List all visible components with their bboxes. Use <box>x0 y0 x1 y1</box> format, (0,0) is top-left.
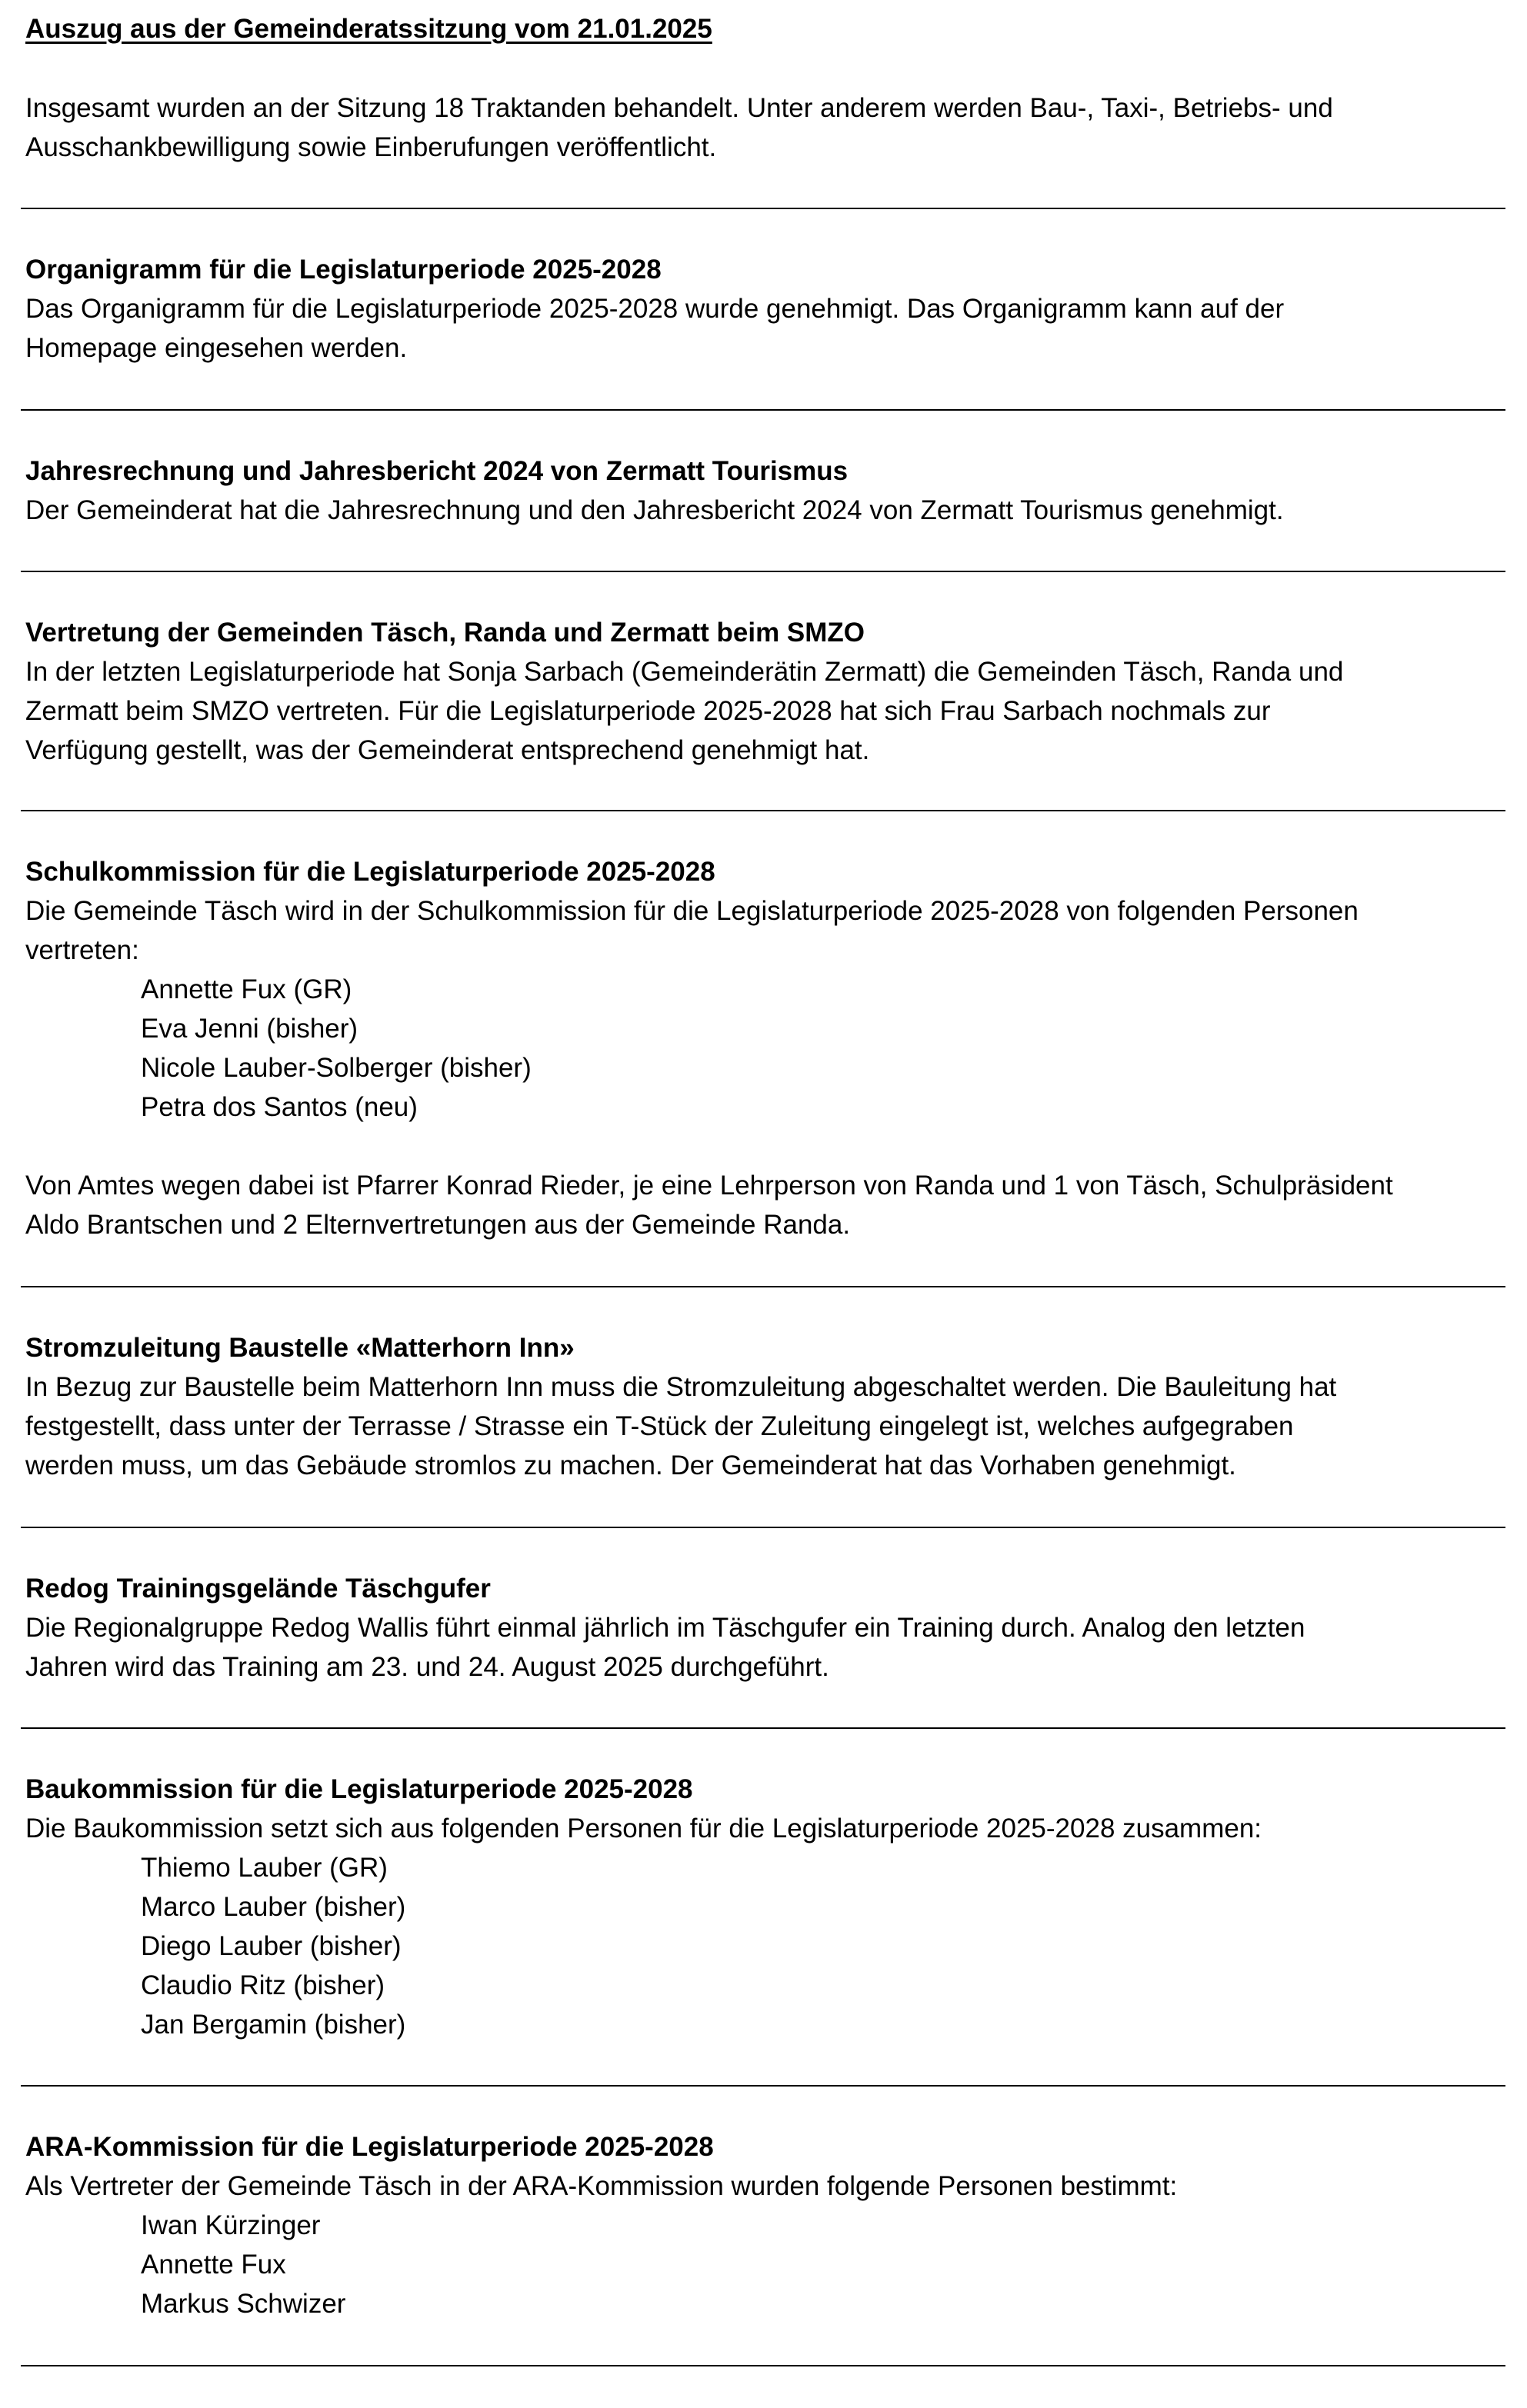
section-title-baukommission: Baukommission für die Legislaturperiode 2025-2028 <box>25 1774 693 1804</box>
section-title-organigramm: Organigramm für die Legislaturperiode 2025-2028 <box>25 255 662 285</box>
section-text-line: vertreten: <box>25 935 139 965</box>
section-text-line: festgestellt, dass unter der Terrasse / Strasse ein T-Stück der Zuleitung eingelegt ist, welches aufgegraben <box>25 1411 1294 1441</box>
section-text-line: Zermatt beim SMZO vertreten. Für die Legislaturperiode 2025-2028 hat sich Frau Sarbach nochmals zur <box>25 696 1271 726</box>
divider <box>21 2365 1505 2366</box>
section-text-line: Verfügung gestellt, was der Gemeinderat entsprechend genehmigt hat. <box>25 735 870 765</box>
section-text-line: Aldo Brantschen und 2 Elternvertretungen aus der Gemeinde Randa. <box>25 1210 851 1240</box>
section-text-line: Der Gemeinderat hat die Jahresrechnung und den Jahresbericht 2024 von Zermatt Tourismus genehmigt. <box>25 495 1284 525</box>
section-text-line: Jahren wird das Training am 23. und 24. August 2025 durchgeführt. <box>25 1652 829 1682</box>
section-title-stromzuleitung: Stromzuleitung Baustelle «Matterhorn Inn» <box>25 1333 575 1363</box>
divider <box>21 810 1505 811</box>
member-name: Nicole Lauber-Solberger (bisher) <box>141 1053 532 1083</box>
member-name: Iwan Kürzinger <box>141 2210 321 2240</box>
section-text-line: In der letzten Legislaturperiode hat Sonja Sarbach (Gemeinderätin Zermatt) die Gemeinden Täsch, Randa und <box>25 657 1344 687</box>
member-name: Jan Bergamin (bisher) <box>141 2010 406 2040</box>
section-title-ara-kommission: ARA-Kommission für die Legislaturperiode 2025-2028 <box>25 2132 714 2162</box>
section-text-line: Als Vertreter der Gemeinde Täsch in der ARA-Kommission wurden folgende Personen bestimmt: <box>25 2171 1178 2201</box>
document-title: Auszug aus der Gemeinderatssitzung vom 21.01.2025 <box>25 14 712 44</box>
section-text-line: In Bezug zur Baustelle beim Matterhorn Inn muss die Stromzuleitung abgeschaltet werden. Die Bauleitung hat <box>25 1372 1337 1402</box>
section-text-line: Das Organigramm für die Legislaturperiode 2025-2028 wurde genehmigt. Das Organigramm kann auf der <box>25 294 1285 324</box>
member-name: Claudio Ritz (bisher) <box>141 1970 385 2000</box>
divider <box>21 1286 1505 1287</box>
member-name: Annette Fux <box>141 2250 286 2280</box>
section-title-redog: Redog Trainingsgelände Täschgufer <box>25 1574 491 1604</box>
member-name: Marco Lauber (bisher) <box>141 1892 406 1922</box>
divider <box>21 409 1505 411</box>
section-title-jahresrechnung: Jahresrechnung und Jahresbericht 2024 von Zermatt Tourismus <box>25 456 849 486</box>
divider <box>21 2085 1505 2087</box>
intro-line: Insgesamt wurden an der Sitzung 18 Traktanden behandelt. Unter anderem werden Bau-, Taxi-, Betriebs- und <box>25 93 1333 123</box>
intro-line: Ausschankbewilligung sowie Einberufungen veröffentlicht. <box>25 132 717 162</box>
section-text-line: Von Amtes wegen dabei ist Pfarrer Konrad Rieder, je eine Lehrperson von Randa und 1 von Täsch, Schulpräsident <box>25 1171 1393 1201</box>
section-title-vertretung-smzo: Vertretung der Gemeinden Täsch, Randa und Zermatt beim SMZO <box>25 618 865 648</box>
member-name: Markus Schwizer <box>141 2289 346 2319</box>
member-name: Diego Lauber (bisher) <box>141 1931 402 1961</box>
section-text-line: Homepage eingesehen werden. <box>25 333 408 363</box>
divider <box>21 1727 1505 1729</box>
section-title-schulkommission: Schulkommission für die Legislaturperiode 2025-2028 <box>25 857 715 887</box>
section-text-line: werden muss, um das Gebäude stromlos zu machen. Der Gemeinderat hat das Vorhaben genehmigt. <box>25 1450 1236 1480</box>
section-text-line: Die Gemeinde Täsch wird in der Schulkommission für die Legislaturperiode 2025-2028 von folgenden Personen <box>25 896 1359 926</box>
member-name: Annette Fux (GR) <box>141 974 352 1004</box>
member-name: Eva Jenni (bisher) <box>141 1014 358 1044</box>
member-name: Thiemo Lauber (GR) <box>141 1853 388 1883</box>
member-name: Petra dos Santos (neu) <box>141 1092 418 1122</box>
divider <box>21 208 1505 209</box>
section-text-line: Die Regionalgruppe Redog Wallis führt einmal jährlich im Täschgufer ein Training durch. Analog den letzten <box>25 1613 1305 1643</box>
section-text-line: Die Baukommission setzt sich aus folgenden Personen für die Legislaturperiode 2025-2028 zusammen: <box>25 1813 1262 1843</box>
divider <box>21 1527 1505 1528</box>
divider <box>21 571 1505 572</box>
